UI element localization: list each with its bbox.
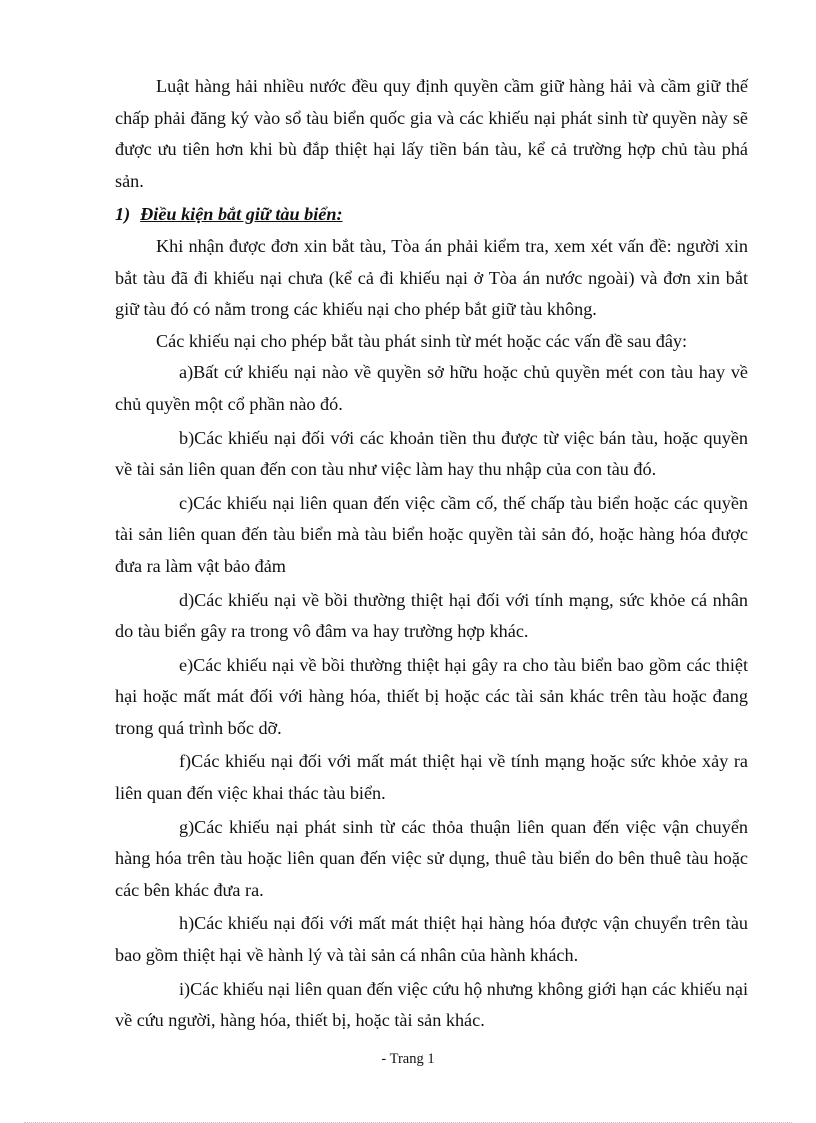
list-item-f (115, 746, 748, 809)
paragraph-2: Các khiếu nại cho phép bắt tàu phát sinh từ mét hoặc các vấn đề sau đây: (156, 330, 688, 351)
list-marker: e) (179, 654, 194, 675)
list-marker: i) (179, 978, 191, 999)
list-item-text: Các khiếu nại đối với các khoản tiền thu được từ việc bán tàu, hoặc quyền về tài sản liên quan đến con tàu như việc làm hay thu nhập của con tàu đó. (115, 427, 748, 480)
list-marker: a) (179, 362, 194, 383)
list-item-text: Các khiếu nại liên quan đến việc cứu hộ nhưng không giới hạn các khiếu nại về cứu người, hàng hóa, thiết bị, hoặc tài sản khác. (115, 978, 748, 1031)
list-item-text: Các khiếu nại đối với mất mát thiệt hại về tính mạng hoặc sức khỏe xảy ra liên quan đến việc khai thác tàu biển. (115, 751, 748, 804)
list-marker: g) (179, 816, 195, 837)
intro-paragraph: Luật hàng hải nhiều nước đều quy định quyền cầm giữ hàng hải và cầm giữ thế chấp phải đăng ký vào sổ tàu biển quốc gia và các khiếu nại phát sinh từ quyền này sẽ được ưu tiên hơn khi bù đắp thiệt hại lấy tiền bán tàu, kể cả trường hợp chủ tàu phá sản. (115, 76, 748, 191)
list-marker: h) (179, 913, 195, 934)
list-item-text: Các khiếu nại về bồi thường thiệt hại gây ra cho tàu biển bao gồm các thiệt hại hoặc mất mát đối với hàng hóa, thiết bị hoặc các tài sản khác trên tàu hoặc đang trong quá trình bốc dỡ. (115, 654, 748, 738)
list-item-text: Bất cứ khiếu nại nào về quyền sở hữu hoặc chủ quyền mét con tàu hay về chủ quyền một cổ phần nào đó. (115, 362, 748, 414)
list-item-text: Các khiếu nại phát sinh từ các thỏa thuận liên quan đến việc vận chuyển hàng hóa trên tàu hoặc liên quan đến việc sử dụng, thuê tàu biển do bên thuê tàu hoặc các bên khác đưa ra. (115, 816, 748, 900)
list-marker: b) (179, 427, 195, 448)
paragraph-1: Khi nhận được đơn xin bắt tàu, Tòa án phải kiểm tra, xem xét vấn đề: người xin bắt tàu đã đi khiếu nại chưa (kể cả đi khiếu nại ở Tòa án nước ngoài) và đơn xin bắt giữ tàu đó có nằm trong các khiếu nại cho phép bắt giữ tàu không. (115, 235, 748, 320)
list-item-b (115, 423, 748, 486)
list-item-h (115, 908, 748, 971)
list-item-c (115, 488, 748, 583)
list-item-text: Các khiếu nại đối với mất mát thiệt hại hàng hóa được vận chuyển trên tàu bao gồm thiệt hại về hành lý và tài sản cá nhân của hành khách. (115, 913, 748, 966)
list-item-e (115, 650, 748, 745)
list-marker: d) (179, 589, 195, 610)
section-title: Điều kiện bắt giữ tàu biển: (140, 204, 343, 225)
page-footer: - Trang 1 (381, 1051, 435, 1067)
list-item-text: Các khiếu nại liên quan đến việc cầm cố, thế chấp tàu biển hoặc các quyền tài sản liên quan đến tàu biển mà tàu biển hoặc quyền tài sản đó, hoặc hàng hóa được đưa ra làm vật bảo đảm (115, 492, 748, 576)
section-heading (115, 199, 748, 231)
list-item-a (115, 357, 748, 420)
list-marker: c) (179, 492, 194, 513)
list-item-d (115, 585, 748, 648)
list-marker: f) (179, 751, 192, 772)
list-item-g (115, 812, 748, 907)
page-body (115, 71, 748, 1037)
list-item-i (115, 974, 748, 1037)
section-number: 1) (115, 204, 131, 225)
list-item-text: Các khiếu nại về bồi thường thiệt hại đối với tính mạng, sức khỏe cá nhân do tàu biển gây ra trong vô đâm va hay trường hợp khác. (115, 589, 748, 642)
